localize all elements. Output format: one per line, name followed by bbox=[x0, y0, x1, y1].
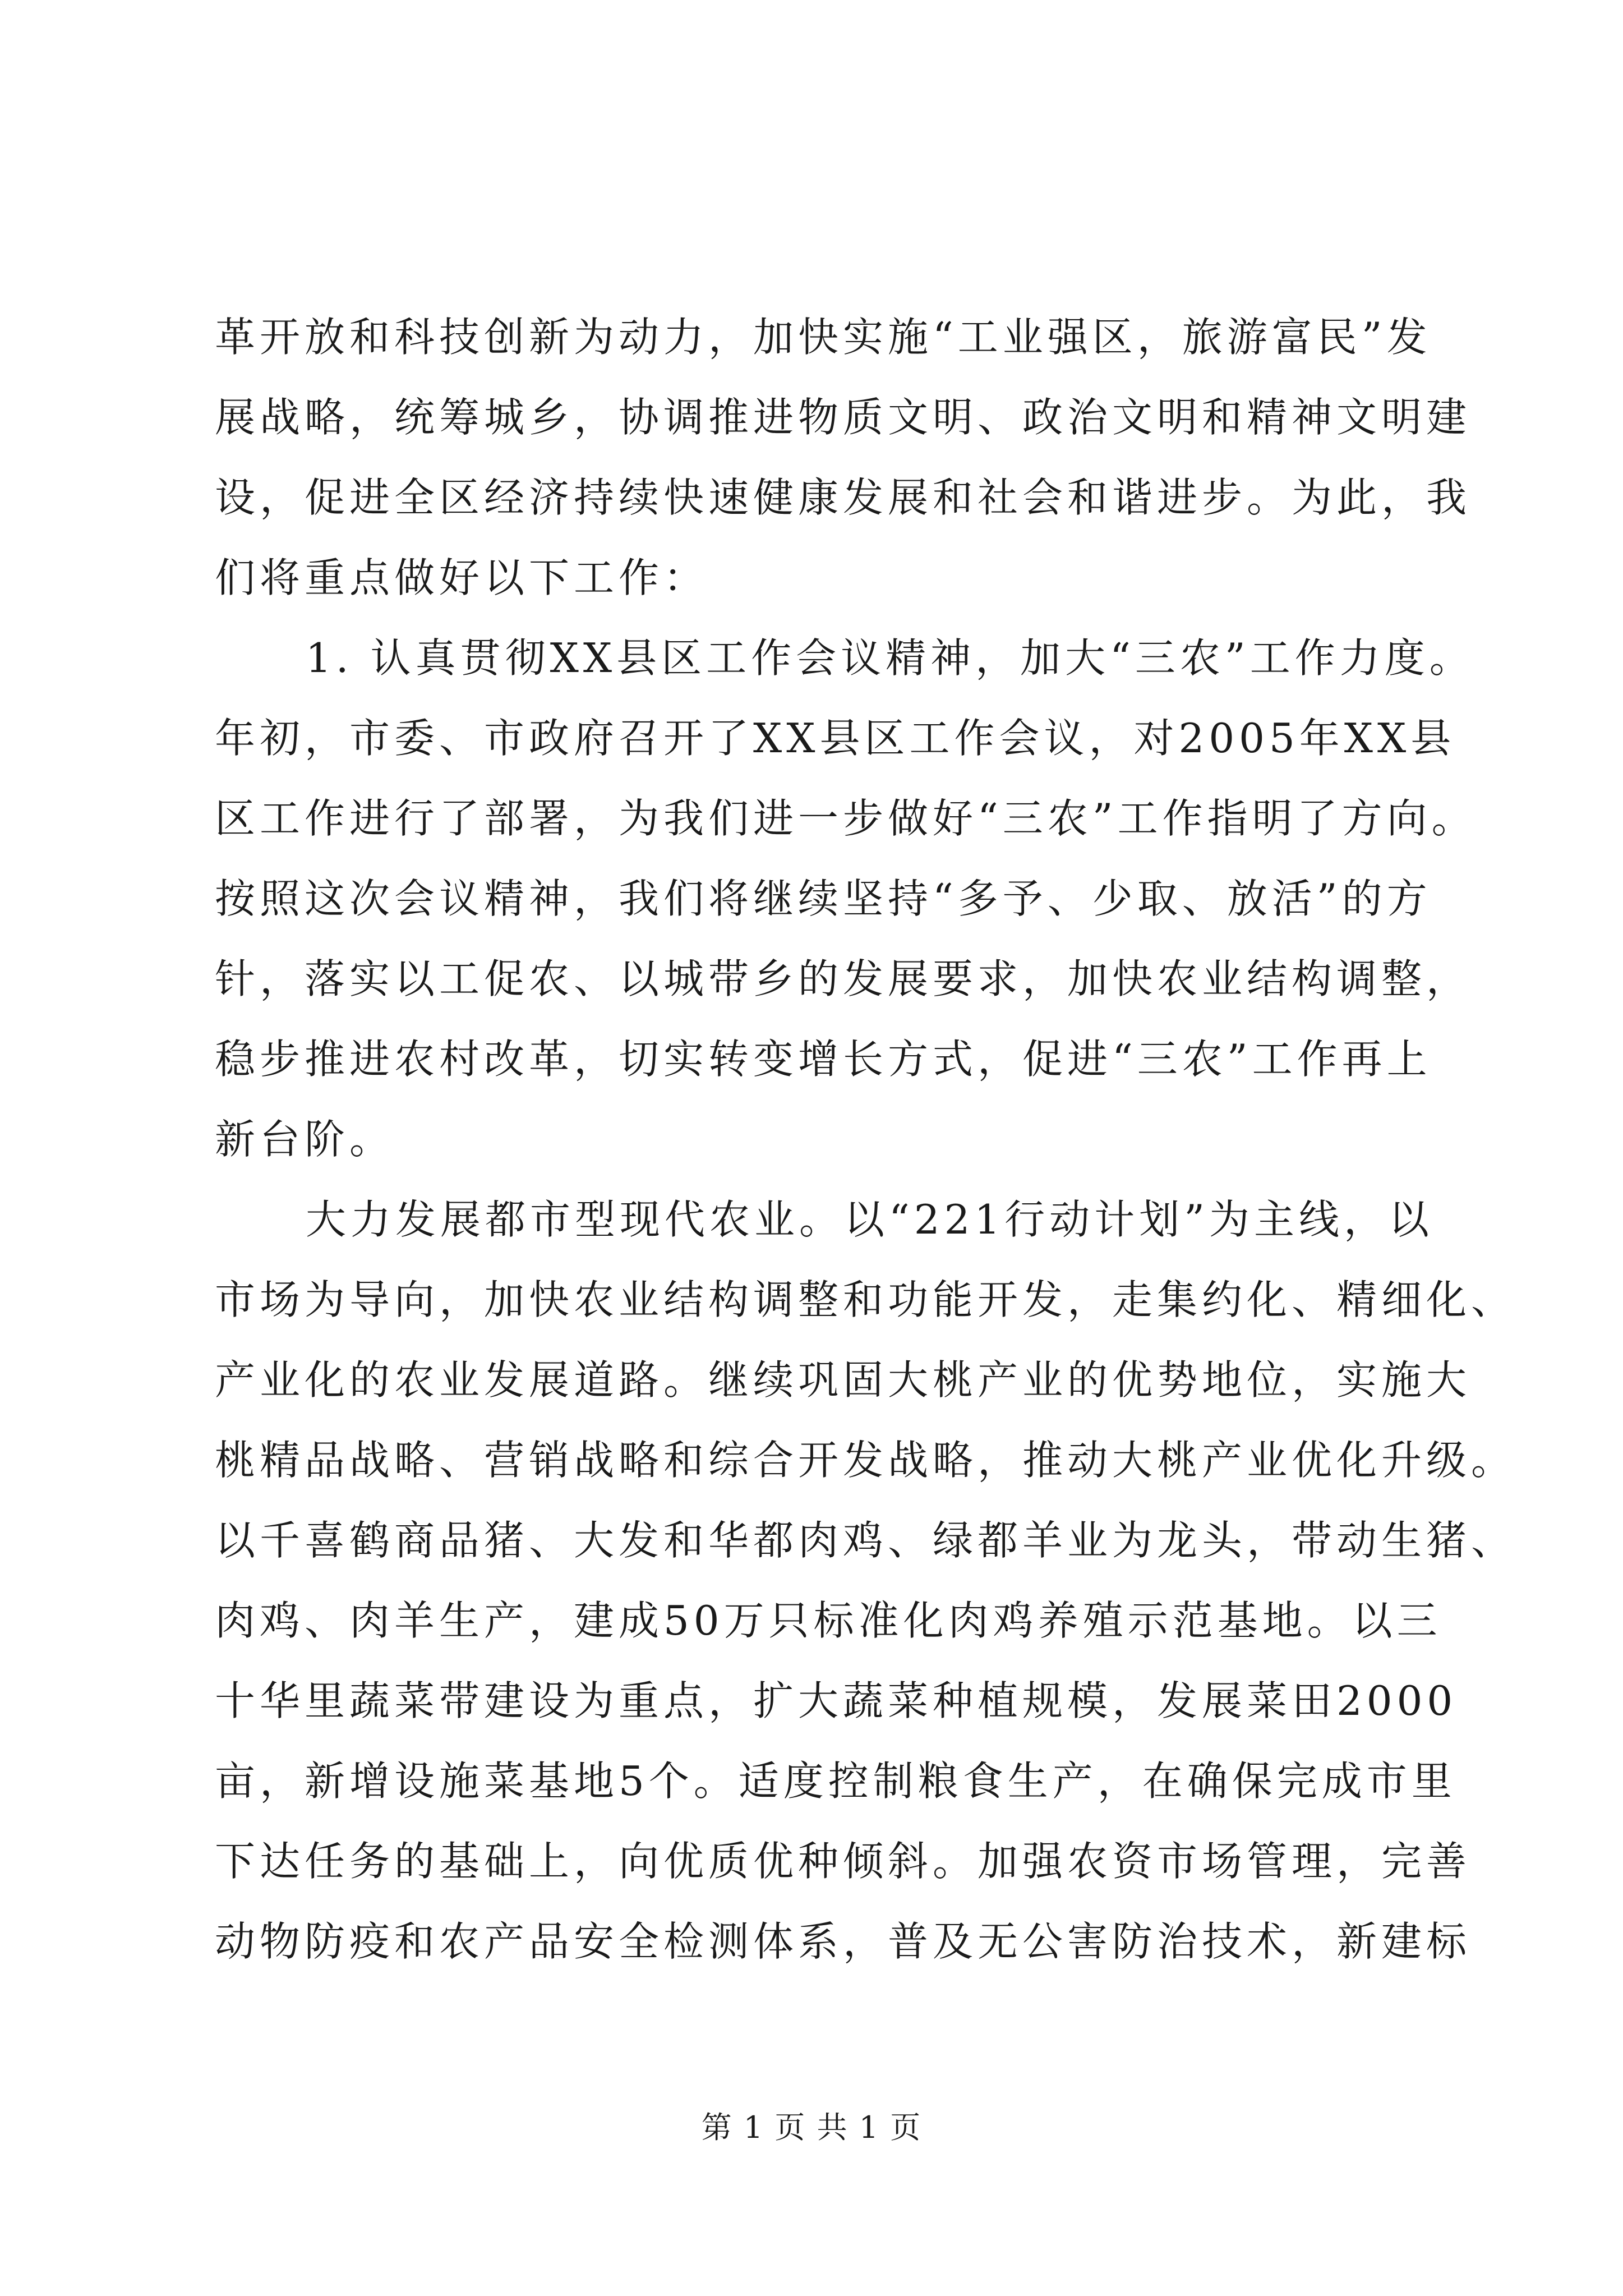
text-line: 新台阶。 bbox=[215, 1116, 395, 1163]
text-line: 动物防疫和农产品安全检测体系，普及无公害防治技术，新建标 bbox=[215, 1918, 1472, 1965]
text-line: 以千喜鹤商品猪、大发和华都肉鸡、绿都羊业为龙头，带动生猪、 bbox=[215, 1517, 1516, 1564]
text-line: 市场为导向，加快农业结构调整和功能开发，走集约化、精细化、 bbox=[215, 1276, 1516, 1323]
text-line: 区工作进行了部署，为我们进一步做好“三农”工作指明了方向。 bbox=[215, 795, 1477, 842]
text-line: 革开放和科技创新为动力，加快实施“工业强区，旅游富民”发 bbox=[215, 314, 1432, 361]
text-line: 1. 认真贯彻XX县区工作会议精神，加大“三农”工作力度。 bbox=[306, 634, 1474, 682]
body-text bbox=[215, 297, 1516, 1982]
text-line: 展战略，统筹城乡，协调推进物质文明、政治文明和精神文明建 bbox=[215, 394, 1472, 441]
text-line: 桃精品战略、营销战略和综合开发战略，推动大桃产业优化升级。 bbox=[215, 1437, 1516, 1484]
text-line: 按照这次会议精神，我们将继续坚持“多予、少取、放活”的方 bbox=[215, 875, 1432, 922]
text-line: 肉鸡、肉羊生产，建成50万只标准化肉鸡养殖示范基地。以三 bbox=[215, 1597, 1442, 1644]
page-number: 第 1 页 共 1 页 bbox=[701, 2110, 922, 2145]
text-line: 稳步推进农村改革，切实转变增长方式，促进“三农”工作再上 bbox=[215, 1036, 1432, 1083]
text-line: 下达任务的基础上，向优质优种倾斜。加强农资市场管理，完善 bbox=[215, 1838, 1472, 1885]
text-line: 产业化的农业发展道路。继续巩固大桃产业的优势地位，实施大 bbox=[215, 1356, 1472, 1404]
text-line: 们将重点做好以下工作： bbox=[215, 554, 709, 601]
text-line: 亩，新增设施菜基地5个。适度控制粮食生产，在确保完成市里 bbox=[215, 1757, 1456, 1805]
text-line: 年初，市委、市政府召开了XX县区工作会议，对2005年XX县 bbox=[215, 715, 1456, 762]
page-footer bbox=[0, 2108, 1623, 2147]
text-line: 设，促进全区经济持续快速健康发展和社会和谐进步。为此，我 bbox=[215, 474, 1472, 521]
text-line: 十华里蔬菜带建设为重点，扩大蔬菜种植规模，发展菜田2000 bbox=[215, 1677, 1458, 1724]
text-line: 大力发展都市型现代农业。以“221行动计划”为主线，以 bbox=[306, 1196, 1434, 1243]
text-line: 针，落实以工促农、以城带乡的发展要求，加快农业结构调整， bbox=[215, 955, 1472, 1002]
